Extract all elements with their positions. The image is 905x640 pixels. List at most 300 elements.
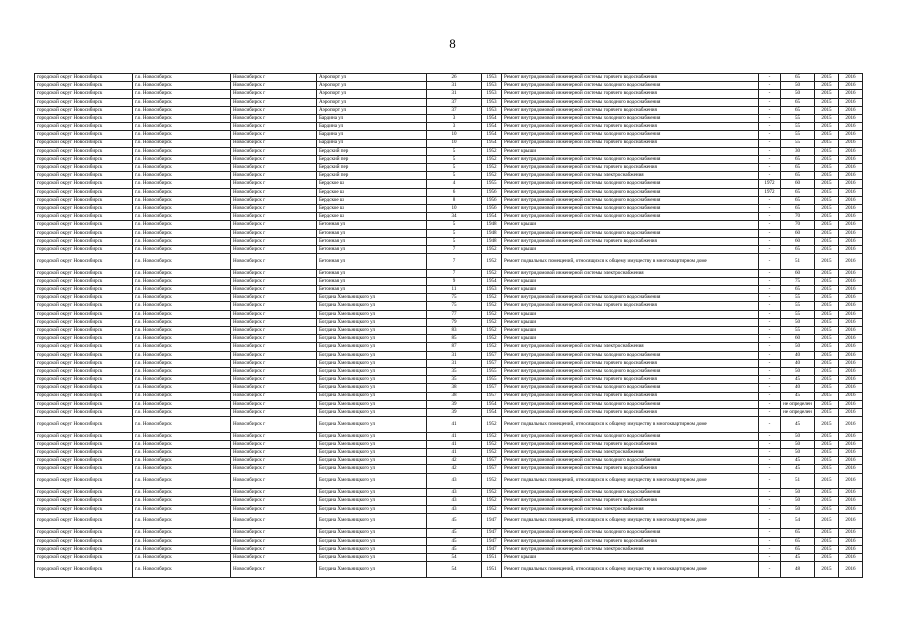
municipality-cell: г.о. Новосибирск (133, 269, 231, 277)
work-type-cell: Ремонт крыши (502, 245, 759, 253)
table-row (35, 277, 863, 285)
work-type-cell: Ремонт внутридомовой инженерной системы горячего водоснабжения (502, 408, 759, 416)
house-number-cell: 10 (427, 131, 482, 139)
plan-start-year-cell: 2015 (815, 164, 839, 172)
district-cell: городской округ Новосибирск (35, 537, 133, 545)
last-repair-year-cell: - (759, 302, 781, 310)
plan-end-year-cell: 2016 (839, 237, 863, 245)
last-repair-year-cell: - (759, 205, 781, 213)
wear-percent-cell: 51 (781, 473, 815, 489)
municipality-cell: г.о. Новосибирск (133, 139, 231, 147)
street-cell: Бардина ул (317, 114, 427, 122)
municipality-cell: г.о. Новосибирск (133, 172, 231, 180)
house-number-cell: 87 (427, 343, 482, 351)
district-cell: городской округ Новосибирск (35, 343, 133, 351)
plan-end-year-cell: 2016 (839, 400, 863, 408)
last-repair-year-cell: - (759, 392, 781, 400)
last-repair-year-cell: - (759, 473, 781, 489)
municipality-cell: г.о. Новосибирск (133, 98, 231, 106)
plan-start-year-cell: 2015 (815, 82, 839, 90)
house-number-cell: 4 (427, 180, 482, 188)
municipality-cell: г.о. Новосибирск (133, 440, 231, 448)
municipality-cell: г.о. Новосибирск (133, 82, 231, 90)
house-number-cell: 42 (427, 465, 482, 473)
table-row (35, 384, 863, 392)
plan-end-year-cell: 2016 (839, 489, 863, 497)
settlement-cell: Новосибирск г (231, 408, 317, 416)
table-row (35, 440, 863, 448)
municipality-cell: г.о. Новосибирск (133, 147, 231, 155)
municipality-cell: г.о. Новосибирск (133, 417, 231, 433)
last-repair-year-cell: - (759, 254, 781, 270)
settlement-cell: Новосибирск г (231, 90, 317, 98)
work-type-cell: Ремонт внутридомовой инженерной системы электроснабжения (502, 505, 759, 513)
street-cell: Богдана Хмельницкого ул (317, 457, 427, 465)
work-type-cell: Ремонт подвальных помещений, относящихся к общему имуществу в многоквартирном доме (502, 513, 759, 529)
district-cell: городской округ Новосибирск (35, 294, 133, 302)
municipality-cell: г.о. Новосибирск (133, 457, 231, 465)
table-row (35, 172, 863, 180)
municipality-cell: г.о. Новосибирск (133, 294, 231, 302)
work-type-cell: Ремонт внутридомовой инженерной системы холодного водоснабжения (502, 82, 759, 90)
plan-start-year-cell: 2015 (815, 417, 839, 433)
settlement-cell: Новосибирск г (231, 562, 317, 578)
municipality-cell: г.о. Новосибирск (133, 384, 231, 392)
work-type-cell: Ремонт подвальных помещений, относящихся к общему имуществу в многоквартирном доме (502, 417, 759, 433)
house-number-cell: 31 (427, 90, 482, 98)
plan-start-year-cell: 2015 (815, 180, 839, 188)
build-year-cell: 1954 (482, 131, 502, 139)
municipality-cell: г.о. Новосибирск (133, 489, 231, 497)
settlement-cell: Новосибирск г (231, 172, 317, 180)
municipality-cell: г.о. Новосибирск (133, 359, 231, 367)
plan-end-year-cell: 2016 (839, 294, 863, 302)
municipality-cell: г.о. Новосибирск (133, 392, 231, 400)
last-repair-year-cell: 1972 (759, 188, 781, 196)
table-row (35, 155, 863, 163)
settlement-cell: Новосибирск г (231, 277, 317, 285)
last-repair-year-cell: - (759, 432, 781, 440)
municipality-cell: г.о. Новосибирск (133, 335, 231, 343)
wear-percent-cell: 65 (781, 245, 815, 253)
plan-end-year-cell: 2016 (839, 98, 863, 106)
work-type-cell: Ремонт крыши (502, 553, 759, 561)
wear-percent-cell: 55 (781, 294, 815, 302)
build-year-cell: 1952 (482, 294, 502, 302)
plan-end-year-cell: 2016 (839, 205, 863, 213)
municipality-cell: г.о. Новосибирск (133, 180, 231, 188)
settlement-cell: Новосибирск г (231, 545, 317, 553)
house-number-cell: 5 (427, 155, 482, 163)
build-year-cell: 1955 (482, 180, 502, 188)
work-type-cell: Ремонт внутридомовой инженерной системы горячего водоснабжения (502, 440, 759, 448)
house-number-cell: 43 (427, 473, 482, 489)
build-year-cell: 1954 (482, 213, 502, 221)
plan-start-year-cell: 2015 (815, 529, 839, 537)
wear-percent-cell: 45 (781, 457, 815, 465)
table-row (35, 310, 863, 318)
municipality-cell: г.о. Новосибирск (133, 302, 231, 310)
settlement-cell: Новосибирск г (231, 489, 317, 497)
work-type-cell: Ремонт внутридомовой инженерной системы горячего водоснабжения (502, 376, 759, 384)
last-repair-year-cell: - (759, 237, 781, 245)
settlement-cell: Новосибирск г (231, 343, 317, 351)
district-cell: городской округ Новосибирск (35, 545, 133, 553)
plan-end-year-cell: 2016 (839, 417, 863, 433)
municipality-cell: г.о. Новосибирск (133, 553, 231, 561)
settlement-cell: Новосибирск г (231, 98, 317, 106)
wear-percent-cell: 45 (781, 376, 815, 384)
wear-percent-cell: 55 (781, 327, 815, 335)
street-cell: Богдана Хмельницкого ул (317, 489, 427, 497)
plan-start-year-cell: 2015 (815, 400, 839, 408)
plan-end-year-cell: 2016 (839, 245, 863, 253)
table-row (35, 229, 863, 237)
work-type-cell: Ремонт внутридомовой инженерной системы холодного водоснабжения (502, 367, 759, 375)
build-year-cell: 1952 (482, 155, 502, 163)
wear-percent-cell: 50 (781, 489, 815, 497)
plan-end-year-cell: 2016 (839, 465, 863, 473)
work-type-cell: Ремонт внутридомовой инженерной системы горячего водоснабжения (502, 106, 759, 114)
table-row (35, 562, 863, 578)
last-repair-year-cell: - (759, 384, 781, 392)
house-number-cell: 43 (427, 505, 482, 513)
work-type-cell: Ремонт внутридомовой инженерной системы холодного водоснабжения (502, 351, 759, 359)
street-cell: Богдана Хмельницкого ул (317, 359, 427, 367)
plan-start-year-cell: 2015 (815, 188, 839, 196)
municipality-cell: г.о. Новосибирск (133, 465, 231, 473)
work-type-cell: Ремонт внутридомовой инженерной системы холодного водоснабжения (502, 529, 759, 537)
street-cell: Богдана Хмельницкого ул (317, 440, 427, 448)
plan-end-year-cell: 2016 (839, 277, 863, 285)
table-row (35, 237, 863, 245)
build-year-cell: 1954 (482, 277, 502, 285)
house-number-cell: 41 (427, 432, 482, 440)
wear-percent-cell: 75 (781, 277, 815, 285)
settlement-cell: Новосибирск г (231, 164, 317, 172)
municipality-cell: г.о. Новосибирск (133, 432, 231, 440)
settlement-cell: Новосибирск г (231, 188, 317, 196)
last-repair-year-cell: - (759, 400, 781, 408)
district-cell: городской округ Новосибирск (35, 205, 133, 213)
plan-end-year-cell: 2016 (839, 180, 863, 188)
table-row (35, 318, 863, 326)
municipality-cell: г.о. Новосибирск (133, 229, 231, 237)
settlement-cell: Новосибирск г (231, 229, 317, 237)
municipality-cell: г.о. Новосибирск (133, 114, 231, 122)
work-type-cell: Ремонт внутридомовой инженерной системы электроснабжения (502, 269, 759, 277)
house-number-cell: 11 (427, 286, 482, 294)
street-cell: Бетонная ул (317, 229, 427, 237)
table-row (35, 489, 863, 497)
work-type-cell: Ремонт внутридомовой инженерной системы электроснабжения (502, 343, 759, 351)
wear-percent-cell: 50 (781, 497, 815, 505)
plan-end-year-cell: 2016 (839, 367, 863, 375)
house-number-cell: 42 (427, 457, 482, 465)
build-year-cell: 1953 (482, 106, 502, 114)
wear-percent-cell: 50 (781, 432, 815, 440)
table-row (35, 473, 863, 489)
plan-end-year-cell: 2016 (839, 139, 863, 147)
settlement-cell: Новосибирск г (231, 497, 317, 505)
house-number-cell: 37 (427, 106, 482, 114)
wear-percent-cell: 60 (781, 335, 815, 343)
district-cell: городской округ Новосибирск (35, 400, 133, 408)
last-repair-year-cell: - (759, 82, 781, 90)
district-cell: городской округ Новосибирск (35, 180, 133, 188)
work-type-cell: Ремонт крыши (502, 277, 759, 285)
plan-start-year-cell: 2015 (815, 147, 839, 155)
wear-percent-cell: 40 (781, 384, 815, 392)
plan-start-year-cell: 2015 (815, 131, 839, 139)
build-year-cell: 1952 (482, 164, 502, 172)
house-number-cell: 6 (427, 188, 482, 196)
table-row (35, 123, 863, 131)
wear-percent-cell: 60 (781, 237, 815, 245)
street-cell: Бердское ш (317, 188, 427, 196)
last-repair-year-cell: - (759, 106, 781, 114)
street-cell: Богдана Хмельницкого ул (317, 376, 427, 384)
wear-percent-cell: 40 (781, 359, 815, 367)
plan-start-year-cell: 2015 (815, 310, 839, 318)
street-cell: Бердское ш (317, 180, 427, 188)
street-cell: Богдана Хмельницкого ул (317, 302, 427, 310)
street-cell: Богдана Хмельницкого ул (317, 408, 427, 416)
house-number-cell: 5 (427, 229, 482, 237)
settlement-cell: Новосибирск г (231, 302, 317, 310)
build-year-cell: 1947 (482, 513, 502, 529)
street-cell: Богдана Хмельницкого ул (317, 545, 427, 553)
district-cell: городской округ Новосибирск (35, 286, 133, 294)
plan-end-year-cell: 2016 (839, 254, 863, 270)
street-cell: Богдана Хмельницкого ул (317, 335, 427, 343)
table-row (35, 188, 863, 196)
plan-start-year-cell: 2015 (815, 106, 839, 114)
plan-end-year-cell: 2016 (839, 473, 863, 489)
house-number-cell: 77 (427, 310, 482, 318)
wear-percent-cell: 65 (781, 545, 815, 553)
wear-percent-cell: 55 (781, 302, 815, 310)
district-cell: городской округ Новосибирск (35, 529, 133, 537)
plan-end-year-cell: 2016 (839, 155, 863, 163)
work-type-cell: Ремонт внутридомовой инженерной системы холодного водоснабжения (502, 432, 759, 440)
house-number-cell: 54 (427, 562, 482, 578)
table-row (35, 376, 863, 384)
table-row (35, 417, 863, 433)
work-type-cell: Ремонт внутридомовой инженерной системы горячего водоснабжения (502, 359, 759, 367)
municipality-cell: г.о. Новосибирск (133, 254, 231, 270)
plan-start-year-cell: 2015 (815, 537, 839, 545)
last-repair-year-cell: - (759, 367, 781, 375)
table-row (35, 269, 863, 277)
municipality-cell: г.о. Новосибирск (133, 351, 231, 359)
plan-end-year-cell: 2016 (839, 302, 863, 310)
municipality-cell: г.о. Новосибирск (133, 164, 231, 172)
last-repair-year-cell: - (759, 123, 781, 131)
settlement-cell: Новосибирск г (231, 237, 317, 245)
municipality-cell: г.о. Новосибирск (133, 449, 231, 457)
plan-end-year-cell: 2016 (839, 529, 863, 537)
plan-start-year-cell: 2015 (815, 98, 839, 106)
district-cell: городской округ Новосибирск (35, 155, 133, 163)
street-cell: Бердское ш (317, 213, 427, 221)
district-cell: городской округ Новосибирск (35, 562, 133, 578)
plan-start-year-cell: 2015 (815, 269, 839, 277)
table-row (35, 351, 863, 359)
work-type-cell: Ремонт внутридомовой инженерной системы холодного водоснабжения (502, 213, 759, 221)
settlement-cell: Новосибирск г (231, 147, 317, 155)
build-year-cell: 1957 (482, 351, 502, 359)
wear-percent-cell: 55 (781, 123, 815, 131)
plan-start-year-cell: 2015 (815, 343, 839, 351)
last-repair-year-cell: - (759, 164, 781, 172)
plan-start-year-cell: 2015 (815, 302, 839, 310)
build-year-cell: 1955 (482, 376, 502, 384)
last-repair-year-cell: - (759, 505, 781, 513)
work-type-cell: Ремонт внутридомовой инженерной системы холодного водоснабжения (502, 384, 759, 392)
plan-start-year-cell: 2015 (815, 277, 839, 285)
work-type-cell: Ремонт внутридомовой инженерной системы электроснабжения (502, 449, 759, 457)
settlement-cell: Новосибирск г (231, 114, 317, 122)
work-type-cell: Ремонт внутридомовой инженерной системы холодного водоснабжения (502, 196, 759, 204)
municipality-cell: г.о. Новосибирск (133, 205, 231, 213)
last-repair-year-cell: - (759, 359, 781, 367)
plan-start-year-cell: 2015 (815, 221, 839, 229)
work-type-cell: Ремонт подвальных помещений, относящихся к общему имуществу в многоквартирном доме (502, 254, 759, 270)
last-repair-year-cell: - (759, 196, 781, 204)
build-year-cell: 1954 (482, 139, 502, 147)
plan-end-year-cell: 2016 (839, 123, 863, 131)
plan-end-year-cell: 2016 (839, 545, 863, 553)
house-number-cell: 54 (427, 553, 482, 561)
district-cell: городской округ Новосибирск (35, 164, 133, 172)
plan-end-year-cell: 2016 (839, 286, 863, 294)
plan-end-year-cell: 2016 (839, 432, 863, 440)
district-cell: городской округ Новосибирск (35, 98, 133, 106)
house-number-cell: 5 (427, 147, 482, 155)
district-cell: городской округ Новосибирск (35, 188, 133, 196)
street-cell: Аэропорт ул (317, 106, 427, 114)
settlement-cell: Новосибирск г (231, 327, 317, 335)
table-body (35, 74, 863, 578)
district-cell: городской округ Новосибирск (35, 440, 133, 448)
street-cell: Бардина ул (317, 139, 427, 147)
table-row (35, 497, 863, 505)
street-cell: Бетонная ул (317, 269, 427, 277)
street-cell: Бетонная ул (317, 221, 427, 229)
work-type-cell: Ремонт крыши (502, 335, 759, 343)
build-year-cell: 1952 (482, 147, 502, 155)
plan-start-year-cell: 2015 (815, 489, 839, 497)
plan-start-year-cell: 2015 (815, 392, 839, 400)
house-number-cell: 31 (427, 82, 482, 90)
plan-end-year-cell: 2016 (839, 213, 863, 221)
wear-percent-cell: 70 (781, 213, 815, 221)
work-type-cell: Ремонт внутридомовой инженерной системы горячего водоснабжения (502, 123, 759, 131)
build-year-cell: 1953 (482, 286, 502, 294)
settlement-cell: Новосибирск г (231, 82, 317, 90)
municipality-cell: г.о. Новосибирск (133, 277, 231, 285)
wear-percent-cell: 55 (781, 114, 815, 122)
settlement-cell: Новосибирск г (231, 432, 317, 440)
settlement-cell: Новосибирск г (231, 221, 317, 229)
plan-end-year-cell: 2016 (839, 147, 863, 155)
work-type-cell: Ремонт внутридомовой инженерной системы холодного водоснабжения (502, 188, 759, 196)
wear-percent-cell: 55 (781, 139, 815, 147)
district-cell: городской округ Новосибирск (35, 553, 133, 561)
build-year-cell: 1951 (482, 562, 502, 578)
work-type-cell: Ремонт подвальных помещений, относящихся к общему имуществу в многоквартирном доме (502, 562, 759, 578)
street-cell: Богдана Хмельницкого ул (317, 327, 427, 335)
last-repair-year-cell: - (759, 545, 781, 553)
plan-start-year-cell: 2015 (815, 497, 839, 505)
plan-end-year-cell: 2016 (839, 457, 863, 465)
district-cell: городской округ Новосибирск (35, 147, 133, 155)
page-number: 8 (449, 36, 456, 51)
work-type-cell: Ремонт внутридомовой инженерной системы горячего водоснабжения (502, 537, 759, 545)
build-year-cell: 1956 (482, 196, 502, 204)
wear-percent-cell: не определен (781, 408, 815, 416)
plan-end-year-cell: 2016 (839, 172, 863, 180)
build-year-cell: 1952 (482, 343, 502, 351)
house-number-cell: 5 (427, 237, 482, 245)
house-number-cell: 26 (427, 74, 482, 82)
plan-start-year-cell: 2015 (815, 505, 839, 513)
plan-end-year-cell: 2016 (839, 90, 863, 98)
table-row (35, 205, 863, 213)
house-number-cell: 3 (427, 123, 482, 131)
street-cell: Богдана Хмельницкого ул (317, 529, 427, 537)
street-cell: Бердское ш (317, 196, 427, 204)
district-cell: городской округ Новосибирск (35, 82, 133, 90)
work-type-cell: Ремонт крыши (502, 318, 759, 326)
last-repair-year-cell: - (759, 131, 781, 139)
wear-percent-cell: 65 (781, 155, 815, 163)
plan-start-year-cell: 2015 (815, 155, 839, 163)
settlement-cell: Новосибирск г (231, 465, 317, 473)
last-repair-year-cell: 1972 (759, 180, 781, 188)
street-cell: Бетонная ул (317, 286, 427, 294)
wear-percent-cell: 40 (781, 351, 815, 359)
district-cell: городской округ Новосибирск (35, 302, 133, 310)
street-cell: Богдана Хмельницкого ул (317, 449, 427, 457)
municipality-cell: г.о. Новосибирск (133, 188, 231, 196)
plan-end-year-cell: 2016 (839, 82, 863, 90)
district-cell: городской округ Новосибирск (35, 359, 133, 367)
build-year-cell: 1952 (482, 254, 502, 270)
plan-start-year-cell: 2015 (815, 327, 839, 335)
table-row (35, 327, 863, 335)
last-repair-year-cell: - (759, 98, 781, 106)
table-row (35, 164, 863, 172)
plan-start-year-cell: 2015 (815, 432, 839, 440)
last-repair-year-cell: - (759, 277, 781, 285)
house-number-cell: 85 (427, 335, 482, 343)
last-repair-year-cell: - (759, 221, 781, 229)
street-cell: Бердское ш (317, 205, 427, 213)
last-repair-year-cell: - (759, 172, 781, 180)
last-repair-year-cell: - (759, 562, 781, 578)
district-cell: городской округ Новосибирск (35, 74, 133, 82)
table-row (35, 286, 863, 294)
plan-end-year-cell: 2016 (839, 131, 863, 139)
house-number-cell: 41 (427, 417, 482, 433)
wear-percent-cell: 65 (781, 205, 815, 213)
municipality-cell: г.о. Новосибирск (133, 529, 231, 537)
plan-end-year-cell: 2016 (839, 384, 863, 392)
table-row (35, 505, 863, 513)
wear-percent-cell: 51 (781, 254, 815, 270)
